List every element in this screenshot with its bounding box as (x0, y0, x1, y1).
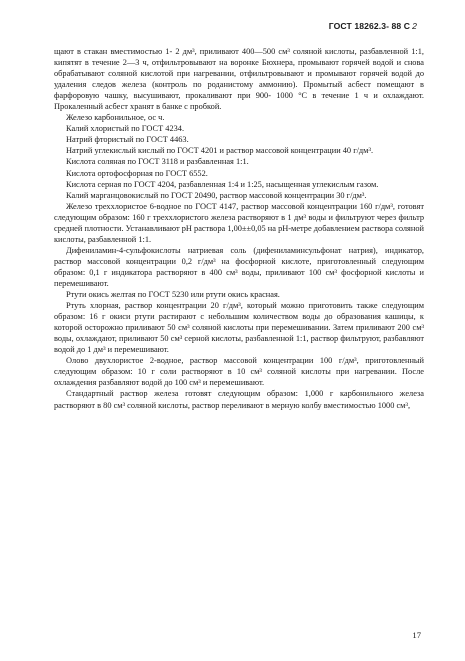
paragraph: Ртути окись желтая по ГОСТ 5230 или ртути окись красная. (66, 290, 280, 300)
page-number: 17 (412, 630, 421, 640)
paragraph: Кислота серная по ГОСТ 4204, разбавленная 1:4 и 1:25, насыщенная углекислым газом. (66, 179, 379, 189)
document-header (329, 21, 417, 31)
page-body (54, 46, 424, 411)
paragraph: Натрий углекислый кислый по ГОСТ 4201 и раствор массовой концентрации 40 г/дм³. (66, 146, 374, 156)
paragraph: Ртуть хлорная, раствор концентрации 20 г/дм³, который можно приготовить также следующим образом: 16 г окиси ртути растирают с небольшим количеством воды до образования кашицы, к которой осторожно приливают 50 см³ соляной кислоты при перемешивании. Затем приливают 200 см³ воды, охлаждают, приливают 50 см³ серной кислоты, разбавленной 1:1, раствор фильтруют, разбавляют водой до 1 дм³ и перемешивают. (54, 301, 424, 355)
paragraph: Калий хлористый по ГОСТ 4234. (66, 124, 185, 134)
paragraph: щают в стакан вместимостью 1- 2 дм³, приливают 400—500 см³ соляной кислоты, разбавленной 1:1, кипятят в течение 2—3 ч, отфильтровывают на воронке Бюхнера, промывают горячей водой и снова обрабатывают соляной кислотой при нагревании, отфильтровывают и промывают горячей водой до удаления следов железа (контроль по роданистому аммонию). Промытый асбест помещают в фарфоровую чашку, высушивают, прокаливают при 900- 1000 °С в течение 1 ч и охлаждают. Прокаленный асбест хранят в банке с пробкой. (54, 47, 424, 112)
header-page-ref: 2 (412, 21, 417, 31)
paragraph: Калий марганцовокислый по ГОСТ 20490, раствор массовой концентрации 30 г/дм³. (66, 190, 367, 200)
paragraph: Кислота соляная по ГОСТ 3118 и разбавленная 1:1. (66, 157, 249, 167)
paragraph: Олово двухлористое 2-водное, раствор массовой концентрации 100 г/дм³, приготовленный следующим образом: 10 г соли растворяют в 10 см³ соляной кислоты при нагревании. После охлаждения разбавляют водой до 100 см³ и перемешивают. (54, 356, 424, 388)
paragraph: Железо треххлористое 6-водное по ГОСТ 4147, раствор массовой концентрации 160 г/дм³, готовят следующим образом: 160 г треххлористого железа растворяют в 1 дм³ воды и фильтруют через фильтр средней плотности. Устанавливают рН раствора 1,00±±0,05 на рН-метре добавлением раствора соляной кислоты, разбавленной 1:1. (54, 201, 424, 244)
paragraph: Кислота ортофосфорная по ГОСТ 6552. (66, 168, 208, 178)
paragraph: Железо карбонильное, ос ч. (66, 113, 165, 123)
paragraph: Дифениламин-4-сульфокислоты натриевая соль (дифениламинсульфонат натрия), индикатор, раствор массовой концентрации 0,2 г/дм³ на фосфорной кислоте, приготовленный следующим образом: 0,1 г индикатора растворяют в 400 см³ воды, приливают 100 см³ фосфорной кислоты и перемешивают. (54, 245, 424, 288)
paragraph: Натрий фтористый по ГОСТ 4463. (66, 135, 189, 145)
standard-number: ГОСТ 18262.3- 88 С (328, 21, 411, 31)
paragraph: Стандартный раствор железа готовят следующим образом: 1,000 г карбонильного железа растворяют в 80 см³ соляной кислоты, раствор переливают в мерную колбу вместимостью 1000 см³, (54, 389, 424, 410)
